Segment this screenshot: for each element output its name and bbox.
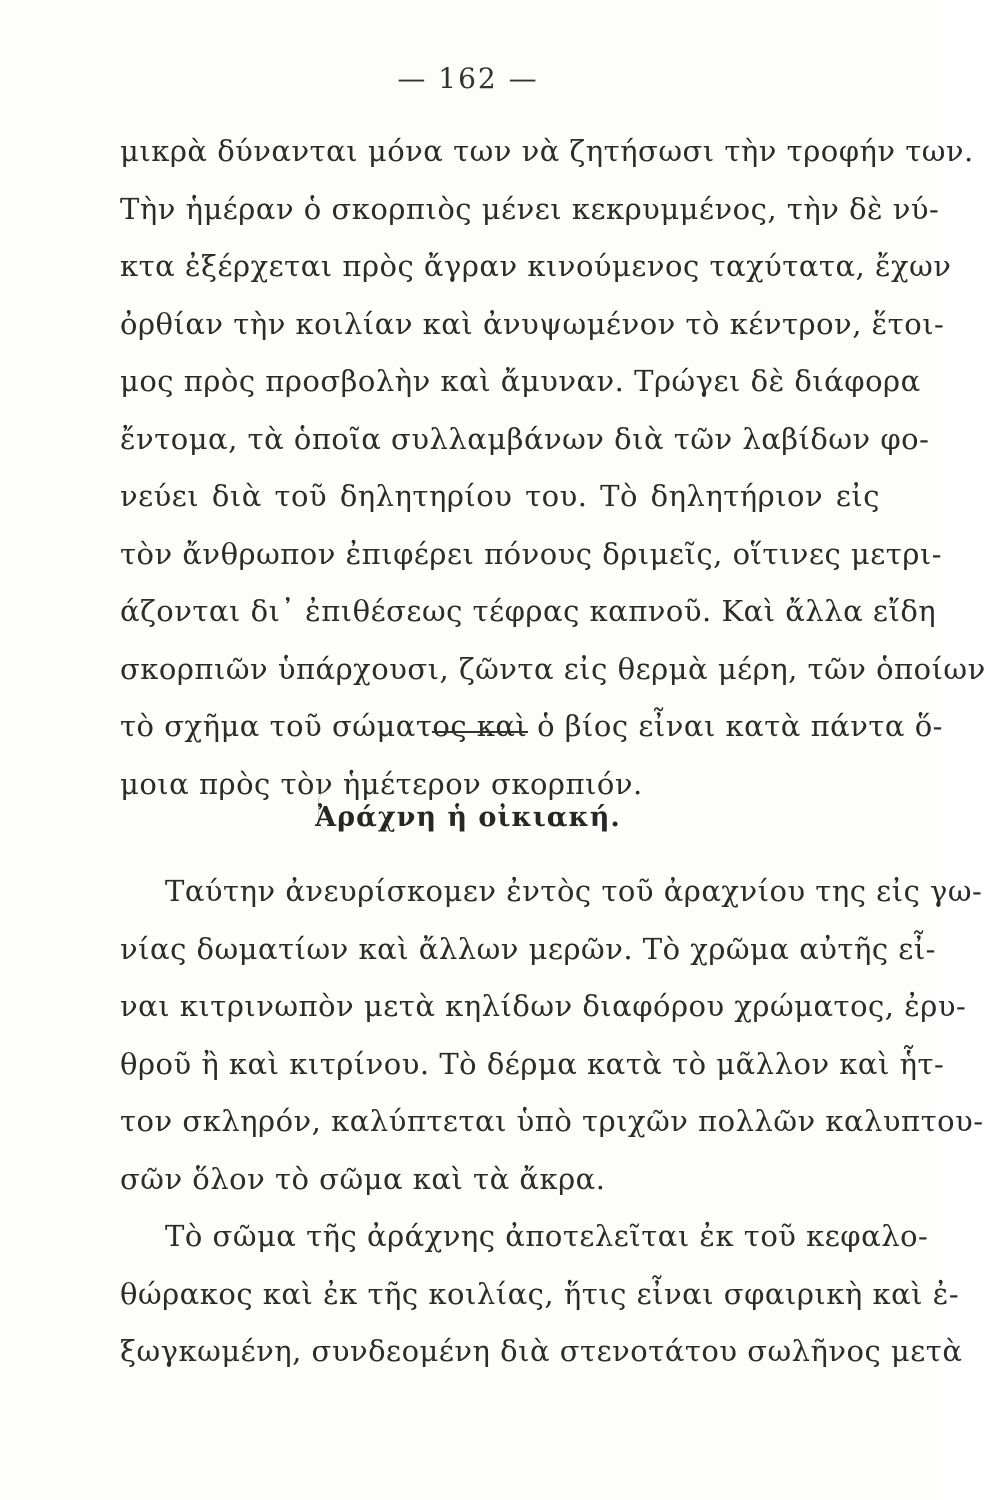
text-line: θροῦ ἢ καὶ κιτρίνου. Τὸ δέρμα κατὰ τὸ μᾶλλον καὶ ἧτ- <box>120 1046 945 1081</box>
text-line: μικρὰ δύνανται μόνα των νὰ ζητήσωσι τὴν τροφήν των. <box>120 134 974 168</box>
text-line: άζονται δι᾽ ἐπιθέσεως τέφρας καπνοῦ. Καὶ ἄλλα εἴδη <box>120 594 937 628</box>
text-line: τὸν ἄνθρωπον ἐπιφέρει πόνους δριμεῖς, οἵτινες μετρι- <box>120 536 943 571</box>
text-line: νεύει διὰ τοῦ δηλητηρίου του. Τὸ δηλητήριον εἰς <box>120 479 880 513</box>
text-line: τον σκληρόν, καλύπτεται ὑπὸ τριχῶν πολλῶν καλυπτου- <box>120 1104 984 1138</box>
scorpion-paragraph <box>120 123 986 813</box>
text-line: σκορπιῶν ὑπάρχουσι, ζῶντα εἰς θερμὰ μέρη, τῶν ὁποίων <box>120 651 986 686</box>
text-line: ναι κιτρινωπὸν μετὰ κηλίδων διαφόρου χρώματος, ἐρυ- <box>120 989 967 1023</box>
text-line: Ταύτην ἀνευρίσκομεν ἐντὸς τοῦ ἀραχνίου της εἰς γω- <box>165 874 983 908</box>
text-line: κτα ἐξέρχεται πρὸς ἄγραν κινούμενος ταχύτατα, ἔχων <box>120 249 952 283</box>
text-line: μος πρὸς προσβολὴν καὶ ἄμυναν. Τρώγει δὲ διάφορα <box>120 364 921 398</box>
text-line: ἔντομα, τὰ ὁποῖα συλλαμβάνων διὰ τῶν λαβίδων φο- <box>120 421 930 456</box>
text-line: τὸ σχῆμα τοῦ σώματος καὶ ὁ βίος εἶναι κατὰ πάντα ὅ- <box>120 709 943 743</box>
text-line: Τὸ σῶμα τῆς ἀράχνης ἀποτελεῖται ἐκ τοῦ κεφαλο- <box>165 1219 929 1253</box>
house-spider-section <box>120 863 984 1381</box>
text-line: ὀρθίαν τὴν κοιλίαν καὶ ἀνυψωμένον τὸ κέντρον, ἕτοι- <box>120 306 945 341</box>
text-line: θώρακος καὶ ἐκ τῆς κοιλίας, ἥτις εἶναι σφαιρικὴ καὶ ἐ- <box>120 1276 960 1311</box>
section-title: Ἀράχνη ἡ οἰκιακή. <box>315 802 621 833</box>
text-line: Τὴν ἡμέραν ὁ σκορπιὸς μένει κεκρυμμένος, τὴν δὲ νύ- <box>120 191 940 226</box>
text-line: νίας δωματίων καὶ ἄλλων μερῶν. Τὸ χρῶμα αὐτῆς εἶ- <box>120 931 936 966</box>
section-divider <box>432 731 528 733</box>
text-line: ξωγκωμένη, συνδεομένη διὰ στενοτάτου σωλῆνος μετὰ <box>120 1334 963 1368</box>
text-line: μοια πρὸς τὸν ἡμέτερον σκορπιόν. <box>120 766 643 801</box>
page-number: — 162 — <box>397 62 539 95</box>
text-line: σῶν ὅλον τὸ σῶμα καὶ τὰ ἄκρα. <box>120 1161 606 1196</box>
